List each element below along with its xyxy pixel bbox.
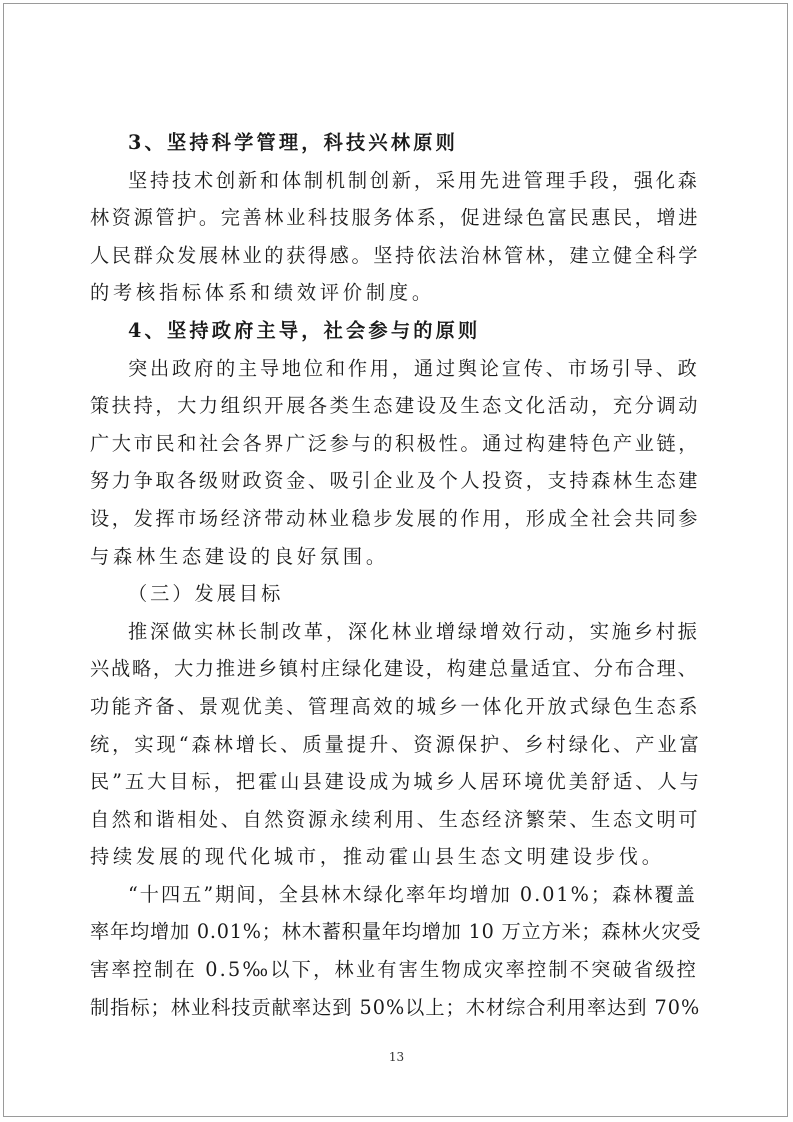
paragraph-line: 持续发展的现代化城市，推动霍山县生态文明建设步伐。	[90, 845, 665, 869]
paragraph-line: 制指标；林业科技贡献率达到 50%以上；木材综合利用率达到 70%	[90, 995, 701, 1019]
paragraph-line: 兴战略，大力推进乡镇村庄绿化建设，构建总量适宜、分布合理、	[90, 657, 699, 681]
paragraph-line: 的考核指标体系和绩效评价制度。	[90, 281, 435, 305]
paragraph-line: 与森林生态建设的良好氛围。	[90, 544, 389, 568]
paragraph-line: 坚持技术创新和体制机制创新，采用先进管理手段，强化森	[128, 168, 700, 192]
paragraph-line: 策扶持，大力组织开展各类生态建设及生态文化活动，充分调动	[90, 394, 701, 418]
paragraph-line: 人民群众发展林业的获得感。坚持依法治林管林，建立健全科学	[90, 243, 701, 267]
paragraph-line: 自然和谐相处、自然资源永续利用、生态经济繁荣、生态文明可	[90, 807, 701, 831]
section-title-development-goals: （三）发展目标	[128, 582, 284, 606]
paragraph-line: 民”五大目标，把霍山县建设成为城乡人居环境优美舒适、人与	[90, 770, 702, 794]
heading-principle-4: 4、坚持政府主导，社会参与的原则	[128, 318, 481, 342]
paragraph-line: 功能齐备、景观优美、管理高效的城乡一体化开放式绿色生态系	[90, 694, 701, 718]
paragraph-line: 突出政府的主导地位和作用，通过舆论宣传、市场引导、政	[128, 356, 700, 380]
heading-principle-3: 3、坚持科学管理，科技兴林原则	[128, 131, 458, 154]
document-body	[90, 124, 702, 1026]
paragraph-line: 统，实现“森林增长、质量提升、资源保护、乡村绿化、产业富	[90, 732, 702, 756]
paragraph-line: 率年均增加 0.01%；林木蓄积量年均增加 10 万立方米；森林火灾受	[90, 920, 702, 944]
page-number: 13	[388, 1050, 405, 1064]
paragraph-line: 害率控制在 0.5‰以下，林业有害生物成灾率控制不突破省级控	[90, 958, 699, 982]
paragraph-line: 广大市民和社会各界广泛参与的积极性。通过构建特色产业链，	[90, 431, 701, 455]
paragraph-line: 林资源管护。完善林业科技服务体系，促进绿色富民惠民，增进	[90, 206, 701, 230]
paragraph-line: 努力争取各级财政资金、吸引企业及个人投资，支持森林生态建	[90, 469, 701, 493]
paragraph-line: 推深做实林长制改革，深化林业增绿增效行动，实施乡村振	[128, 619, 700, 643]
paragraph-line: 设，发挥市场经济带动林业稳步发展的作用，形成全社会共同参	[90, 506, 701, 530]
paragraph-line: “十四五”期间，全县林木绿化率年均增加 0.01%；森林覆盖	[128, 882, 697, 906]
